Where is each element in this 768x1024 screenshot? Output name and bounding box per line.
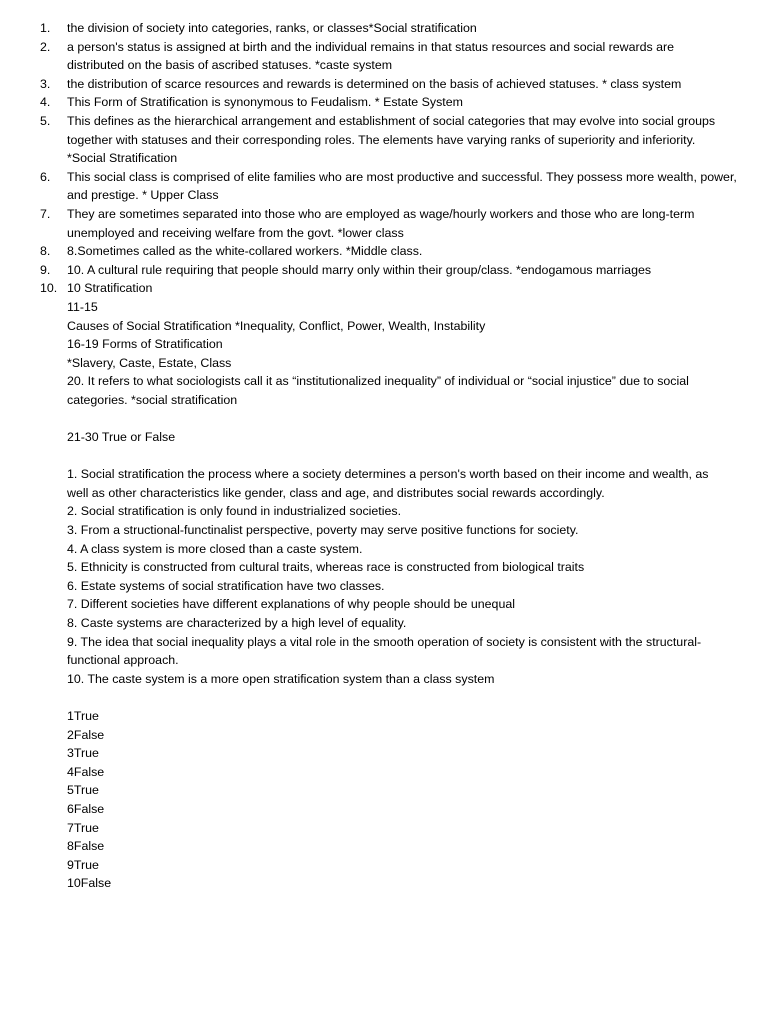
answer-line: 5True: [67, 783, 99, 798]
item-text-line: This social class is comprised of elite families who are most productive and successful. They possess more wealth, power,: [67, 169, 737, 184]
answer-line: 9True: [67, 857, 99, 872]
list-number: 6.: [40, 169, 51, 184]
statement-line: 1. Social stratification the process where a society determines a person's worth based on their income and wealth, as: [67, 467, 709, 482]
section-heading: 21-30 True or False: [67, 430, 176, 445]
list-number: 9.: [40, 262, 51, 277]
statement-line: 10. The caste system is a more open stratification system than a class system: [67, 671, 495, 686]
item-text-line: 16-19 Forms of Stratification: [67, 337, 223, 352]
item-text-line: categories. *social stratification: [67, 392, 238, 407]
item-text-line: and prestige. * Upper Class: [67, 188, 219, 203]
item-text-line: 10 Stratification: [67, 281, 153, 296]
statement-line: 5. Ethnicity is constructed from cultural traits, whereas race is constructed from biological traits: [67, 560, 585, 575]
item-text-line: the distribution of scarce resources and rewards is determined on the basis of achieved statuses. * class system: [67, 76, 682, 91]
item-text-line: Causes of Social Stratification *Inequality, Conflict, Power, Wealth, Instability: [67, 318, 486, 333]
answer-line: 10False: [67, 876, 112, 891]
statement-line: 6. Estate systems of social stratification have two classes.: [67, 578, 385, 593]
statement-line: 4. A class system is more closed than a caste system.: [67, 541, 363, 556]
list-item: [0, 93, 758, 112]
list-number: 3.: [40, 76, 51, 91]
answer-key: [0, 707, 758, 893]
list-item: [0, 242, 758, 261]
item-text-line: the division of society into categories, ranks, or classes*Social stratification: [67, 21, 477, 35]
spacer: [0, 688, 758, 707]
list-number: 4.: [40, 95, 51, 110]
statement-line: 9. The idea that social inequality plays a vital role in the smooth operation of society is consistent with the structural-: [67, 634, 702, 649]
item-text-line: a person's status is assigned at birth and the individual remains in that status resources and social rewards are: [67, 39, 675, 54]
list-item: [0, 19, 758, 38]
item-text-line: distributed on the basis of ascribed statuses. *caste system: [67, 58, 393, 73]
item-text-line: They are sometimes separated into those who are employed as wage/hourly workers and those who are long-term: [67, 206, 695, 221]
list-item: [0, 38, 758, 75]
spacer: [0, 409, 758, 428]
list-item: [0, 205, 758, 242]
answer-line: 7True: [67, 820, 99, 835]
answer-line: 8False: [67, 839, 105, 854]
list-number: 2.: [40, 39, 51, 54]
statement-line: well as other characteristics like gender, class and age, and distributes social rewards accordingly.: [67, 485, 605, 500]
item-text-line: 10. A cultural rule requiring that people should marry only within their group/class. *endogamous marriages: [67, 262, 652, 277]
numbered-list: [0, 19, 758, 409]
item-text-line: 11-15: [67, 299, 98, 314]
list-item: [0, 168, 758, 205]
answer-line: 2False: [67, 727, 105, 742]
answer-line: 6False: [67, 801, 105, 816]
item-text-line: *Social Stratification: [67, 151, 178, 166]
statement-line: 8. Caste systems are characterized by a high level of equality.: [67, 616, 407, 630]
item-text-line: 8.Sometimes called as the white-collared workers. *Middle class.: [67, 244, 423, 259]
list-item: [0, 279, 758, 409]
answer-line: 1True: [67, 708, 99, 723]
item-text-line: unemployed and receiving welfare from the govt. *lower class: [67, 225, 404, 240]
statement-line: 3. From a structional-functinalist perspective, poverty may serve positive functions for society.: [67, 523, 579, 538]
list-number: 8.: [40, 244, 51, 259]
list-item: [0, 75, 758, 94]
item-text-line: This defines as the hierarchical arrangement and establishment of social categories that may evolve into social groups: [67, 113, 716, 128]
true-false-section: [0, 428, 758, 447]
spacer: [0, 447, 758, 466]
statement-line: functional approach.: [67, 653, 179, 668]
list-item: [0, 261, 758, 280]
list-number: 10.: [40, 281, 58, 296]
statements-list: [0, 465, 758, 688]
list-item: [0, 112, 758, 168]
statement-line: 7. Different societies have different explanations of why people should be unequal: [67, 597, 515, 612]
answer-line: 3True: [67, 746, 99, 761]
item-text-line: 20. It refers to what sociologists call it as “institutionalized inequality” of individual or “social injustice” due to social: [67, 374, 689, 389]
item-text-line: together with statuses and their corresponding roles. The elements have varying ranks of superiority and inferiority.: [67, 132, 696, 147]
list-number: 5.: [40, 113, 51, 128]
answer-line: 4False: [67, 764, 105, 779]
item-text-line: *Slavery, Caste, Estate, Class: [67, 355, 232, 370]
list-number: 1.: [40, 21, 51, 35]
statement-line: 2. Social stratification is only found in industrialized societies.: [67, 504, 402, 519]
item-text-line: This Form of Stratification is synonymous to Feudalism. * Estate System: [67, 95, 463, 110]
list-number: 7.: [40, 206, 51, 221]
